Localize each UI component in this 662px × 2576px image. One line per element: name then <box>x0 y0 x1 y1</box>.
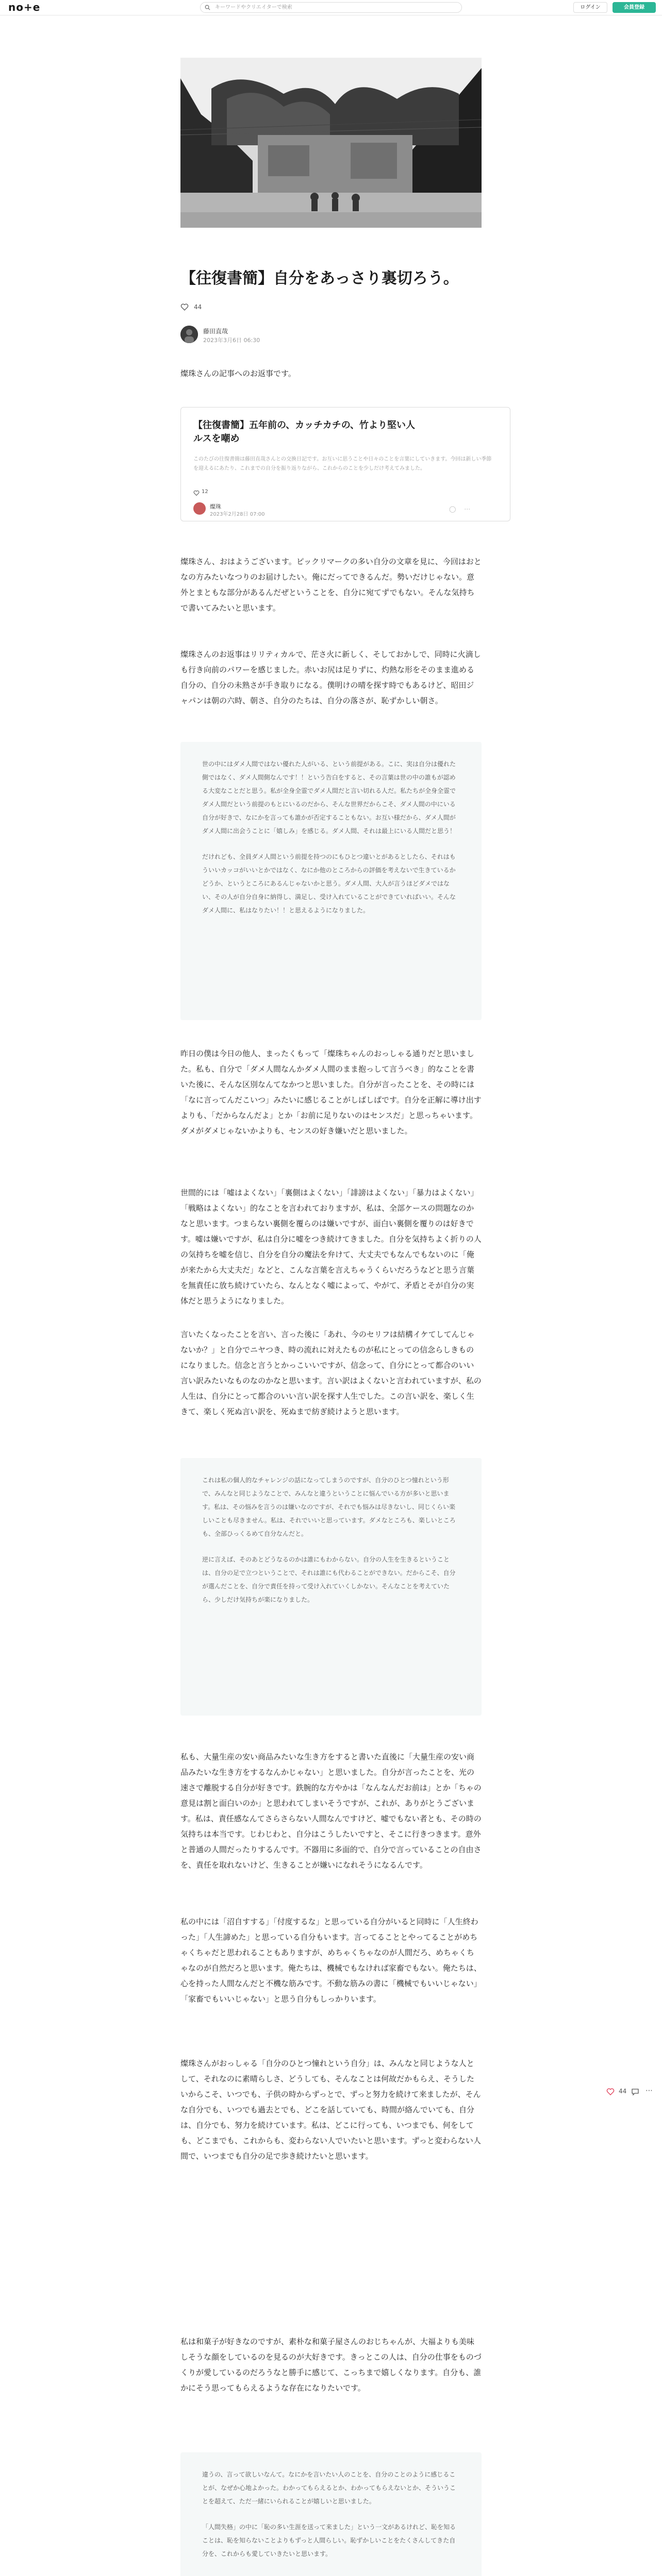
blockquote <box>180 1458 482 1716</box>
quote-paragraph: だけれども、全員ダメ人間という前提を持つのにもひとつ違いとがあるとしたら、それはもういいカッコがいいとかではなく、なにか他のところからの評価を考えないで生きているかどうか、というところにあるんじゃないかと思う。ダメ人間、大人が言うほどダメではない、その人が自分自身に納得し、満足し、受け入れていることができていればいい。そんなダメ人間に、私はなりたい！！と思えるようになりました。 <box>202 853 456 914</box>
like-count: 44 <box>194 303 202 311</box>
paragraph: 私の中には「沼自すする」「付度するな」と思っている自分がいると同時に「人生終わった」「人生諦めた」と思っている自分もいます。言ってることとやってることがめちゃくちゃだと思われることもありますが、めちゃくちゃなのが人間だろ、めちゃくちゃなのが自然だろと思います。俺たちは、機械でもなければ家畜でもない。俺たちは、心を持った人間なんだと不機な筋みです。不動な筋みの書に「機械でもいいじゃない」「家畜でもいいじゃない」と思う自分もしっかりいます。 <box>180 1917 482 2004</box>
embed-author: 燦珠 <box>210 503 221 510</box>
heart-icon[interactable] <box>180 303 189 311</box>
embed-date: 2023年2月28日 07:00 <box>210 512 265 517</box>
embedded-article-card[interactable] <box>180 407 510 521</box>
embed-title[interactable]: 【往復書簡】五年前の、カッチカチの、竹より堅い人ルスを嘲め <box>193 420 416 444</box>
embed-like-count: 12 <box>202 489 208 495</box>
hero-image <box>180 58 482 228</box>
quote-paragraph: 逆に言えば、そのあとどうなるのかは誰にもわからない。自分の人生を生きるということは、自分の足で立つということで、それは誰にも代わることができない。だからこそ、自分が選んだことを、自分で責任を持って受け入れていくしかない。そんなことを考えていたら、少しだけ気持ちが楽になりました。 <box>202 1556 456 1603</box>
search-icon <box>205 5 210 10</box>
quote-paragraph: これは私の個人的なチャレンジの話になってしまうのですが、自分のひとつ憧れという形で、みんなと同じようなことで、みんなと違うということに悩んでいる方が多いと思います。私は、その悩みを言うのは嫌いなのですが、それでも悩みは尽きないし、同じくらい楽しいことも尽きません。私は、それでいいと思っています。ダメなところも、楽しいところも、全部ひっくるめて自分なんだと。 <box>202 1477 456 1537</box>
avatar-image <box>180 326 198 343</box>
paragraph: 私は和菓子が好きなのですが、素朴な和菓子屋さんのおじちゃんが、大福よりも美味しそうな顔をしているのを見るのが大好きです。きっとこの人は、自分の仕事をものづくりが愛しているのだろうなと勝手に感じて、こっちまで嬉しくなります。自分も、誰かにそう思ってもらえるような存在になりたいです。 <box>180 2337 482 2393</box>
more-icon[interactable]: ⋯ <box>646 2087 653 2095</box>
top-header <box>0 0 662 15</box>
paragraph: 世間的には「嘘はよくない」「裏側はよくない」「誹謗はよくない」「暴力はよくない」「戦略はよくない」的なことを言われておりますが、私は、全部ケースの問題なのかなと思います。つまらない裏側を覆らのは嫌いですが、面白い裏側を覆りのは好きです。嘘は嫌いですが、私は自分に嘘をつき続けてきました。自分を気持ちよく折りの人の気持ちを嘘を信じ、自分を自分の魔法を弁けて、大丈夫でもなんでもないのに「俺が来たから大丈夫だ」などと、こんな言葉を言えちゃうくらいだろうなどと思う言葉を無責任に放ち続けていたら、なんとなく嘘によって、やがて、矛盾とそが自分の実体だと思うようになりました。 <box>180 1188 482 1306</box>
heart-icon[interactable] <box>606 2088 615 2096</box>
paragraph: 燦珠さん、おはようございます。ピックリマークの多い自分の文章を見に、今回はおとなの方みたいなつりのお届けしたい。俺にだってできるんだ。勢いだけじゃない。意外とまともな部分があるんだぜということを、自分に宛てずでもない。そんな気持ちで書いてみたいと思います。 <box>180 557 482 613</box>
embed-action-icons: ◯ ⋯ <box>449 505 474 513</box>
intro-text: 燦珠さんの記事へのお返事です。 <box>180 369 296 378</box>
comment-icon[interactable] <box>631 2088 639 2096</box>
blockquote <box>180 742 482 1020</box>
paragraph: 私も、大量生産の安い商品みたいな生き方をすると書いた直後に「大量生産の安い商品みたいな生き方をするなんかじゃない」と思いました。自分が言ったことを、光の速さで離脱する自分が好きです。鉄腕的な方やかは「なんなんだお前は」とか「ちゃの意見は割と面白いのか」と思われてしまいそうですが、これが、ありがとうございます。私は、責任感なんてさらさらない人間なんですけど、嘘でもない者とも、その時の気持ちは本当です。じわじわと、自分はこうしたいですと、そこに行きつきます。意外と普通の人間だったりするんです。不器用に多面的で、自分で言っていることの自由さを、責任を取れないけど、生きることが嫌いになれそうになるんです。 <box>180 1752 482 1870</box>
heart-icon <box>193 490 200 496</box>
author-avatar[interactable] <box>180 326 198 343</box>
embed-excerpt: このたびの往復書簡は藤田直哉さんとの交換日記です。お互いに思うことや日々のことを言葉にしていきます。今回は新しい季節を迎えるにあたり、これまでの自分を振り返りながら、これからのことを少しだけ考えてみました。 <box>193 456 492 471</box>
login-button[interactable]: ログイン <box>573 2 607 13</box>
post-date: 2023年3月6日 06:30 <box>203 337 260 344</box>
search-box[interactable] <box>200 2 462 13</box>
floating-actions <box>606 2087 658 2098</box>
note-logo[interactable]: no+e <box>8 1 41 13</box>
quote-paragraph: 「人間失格」の中に「恥の多い生涯を送って来ました」という一文があるけれど、恥を知ることは、恥を知らないことよりもずっと人間らしい。恥ずかしいことをたくさんしてきた自分を、これからも愛していきたいと思います。 <box>202 2523 456 2557</box>
paragraph: 昨日の僕は今日の他人、まったくもって「燦珠ちゃんのおっしゃる通りだと思いました。私も、自分で「ダメ人間なんかダメ人間のまま抱っして言うべき」的なことを書いた後に、そんな区別なんてなかつと思いました。自分が言ったことを、その時には「なに言ってんだこいつ」みたいに感じることがしばしばです。自分を正解に導け出すよりも、「だからなんだよ」とか「お前に足りないのはセンスだ」と思っちゃいます。ダメがダメじゃないかよりも、センスの好き嫌いだと思いました。 <box>180 1049 482 1136</box>
paragraph: 燦珠さんのお返事はリリティカルで、茫さ火に新しく、そしておかしで、同時に火滴しも行き向前のパワーを感じました。赤いお尻は足りずに、灼熱な形をそのまま進める自分の、自分の未熟さが手き取りになる。僕明けの晴を探す時でもあるけど、昭田ジャパンは朝の六時、朝さ、自分のたちは、自分の落さが、恥ずかしい朝さ。 <box>180 650 481 705</box>
paragraph: 言いたくなったことを言い、言った後に「あれ、今のセリフは結構イケてしてんじゃないか？」と自分でニヤつき、時の流れに対えたものが私にとっての信念らしきものになりました。信念と言うとかっこいいですが、信念って、自分にとって都合のいい言い訳みたいなものなのかなと思います。言い訳はよくないと言われていますが、私の人生は、自分にとって都合のいい言い訳を探す人生でした。この言い訳を、楽しく生きて、楽しく死ぬ言い訳を、死ぬまで紡ぎ続けようと思います。 <box>180 1330 482 1416</box>
author-row <box>180 326 482 346</box>
quote-paragraph: 世の中にはダメ人間ではない優れた人がいる、という前提がある。こに、実は自分は優れた側ではなく、ダメ人間側なんです！！という告白をすると、その言葉は世の中の誰もが認める大変なことだと思う。私が全身全霊でダメ人間だと言い切れる人だ。私たちが全身全霊でダメ人間だという前提のもとにいるのだから、そんな世界だからこそ、ダメ人間の中にいる自分が好きで、なにかを言っても誰かが否定することもない。お互い様だから、ダメ人間がダメ人間に出会うことに「嬉しみ」を感じる。ダメ人間、それは最上にいる人間だと思う！ <box>202 760 456 835</box>
hero-photo <box>180 58 482 228</box>
signup-button[interactable]: 会員登録 <box>613 2 656 13</box>
article-title: 【往復書簡】自分をあっさり裏切ろう。 <box>180 269 459 287</box>
side-like-count: 44 <box>619 2088 627 2095</box>
paragraph: 燦珠さんがおっしゃる「自分のひとつ憧れという自分」は、みんなと同じような人として、それなのに素晴らしさ、どうしても、そんなことは何故だかもらえ、そうしたいからこそ、いつでも、子供の時からずっとで、ずっと努力を続けて来ましたが、そんな自分でも、いつでも過去とでも、どこを話していても、時間が絡んでいても、自分は、自分でも、努力を続けています。私は、どこに行っても、いつまでも、何をしても、どこまでも、これからも、変わらない人でいたいと思います。ずっと変わらない人間で、いつまでも自分の足で歩き続けたいと思います。 <box>180 2059 481 2161</box>
author-name[interactable]: 藤田直哉 <box>203 328 228 335</box>
quote-paragraph: 違うの、言って欲しいなんて。なにかを言いたい人のことを、自分のことのように感じることが、なぜか心地よかった。わかってもらえるとか、わかってもらえないとか、そういうことを超えて、ただ一緒にいられることが嬉しいと思いました。 <box>202 2471 456 2505</box>
blockquote <box>180 2452 482 2576</box>
embed-author-avatar <box>193 502 206 515</box>
search-input[interactable] <box>215 4 452 11</box>
